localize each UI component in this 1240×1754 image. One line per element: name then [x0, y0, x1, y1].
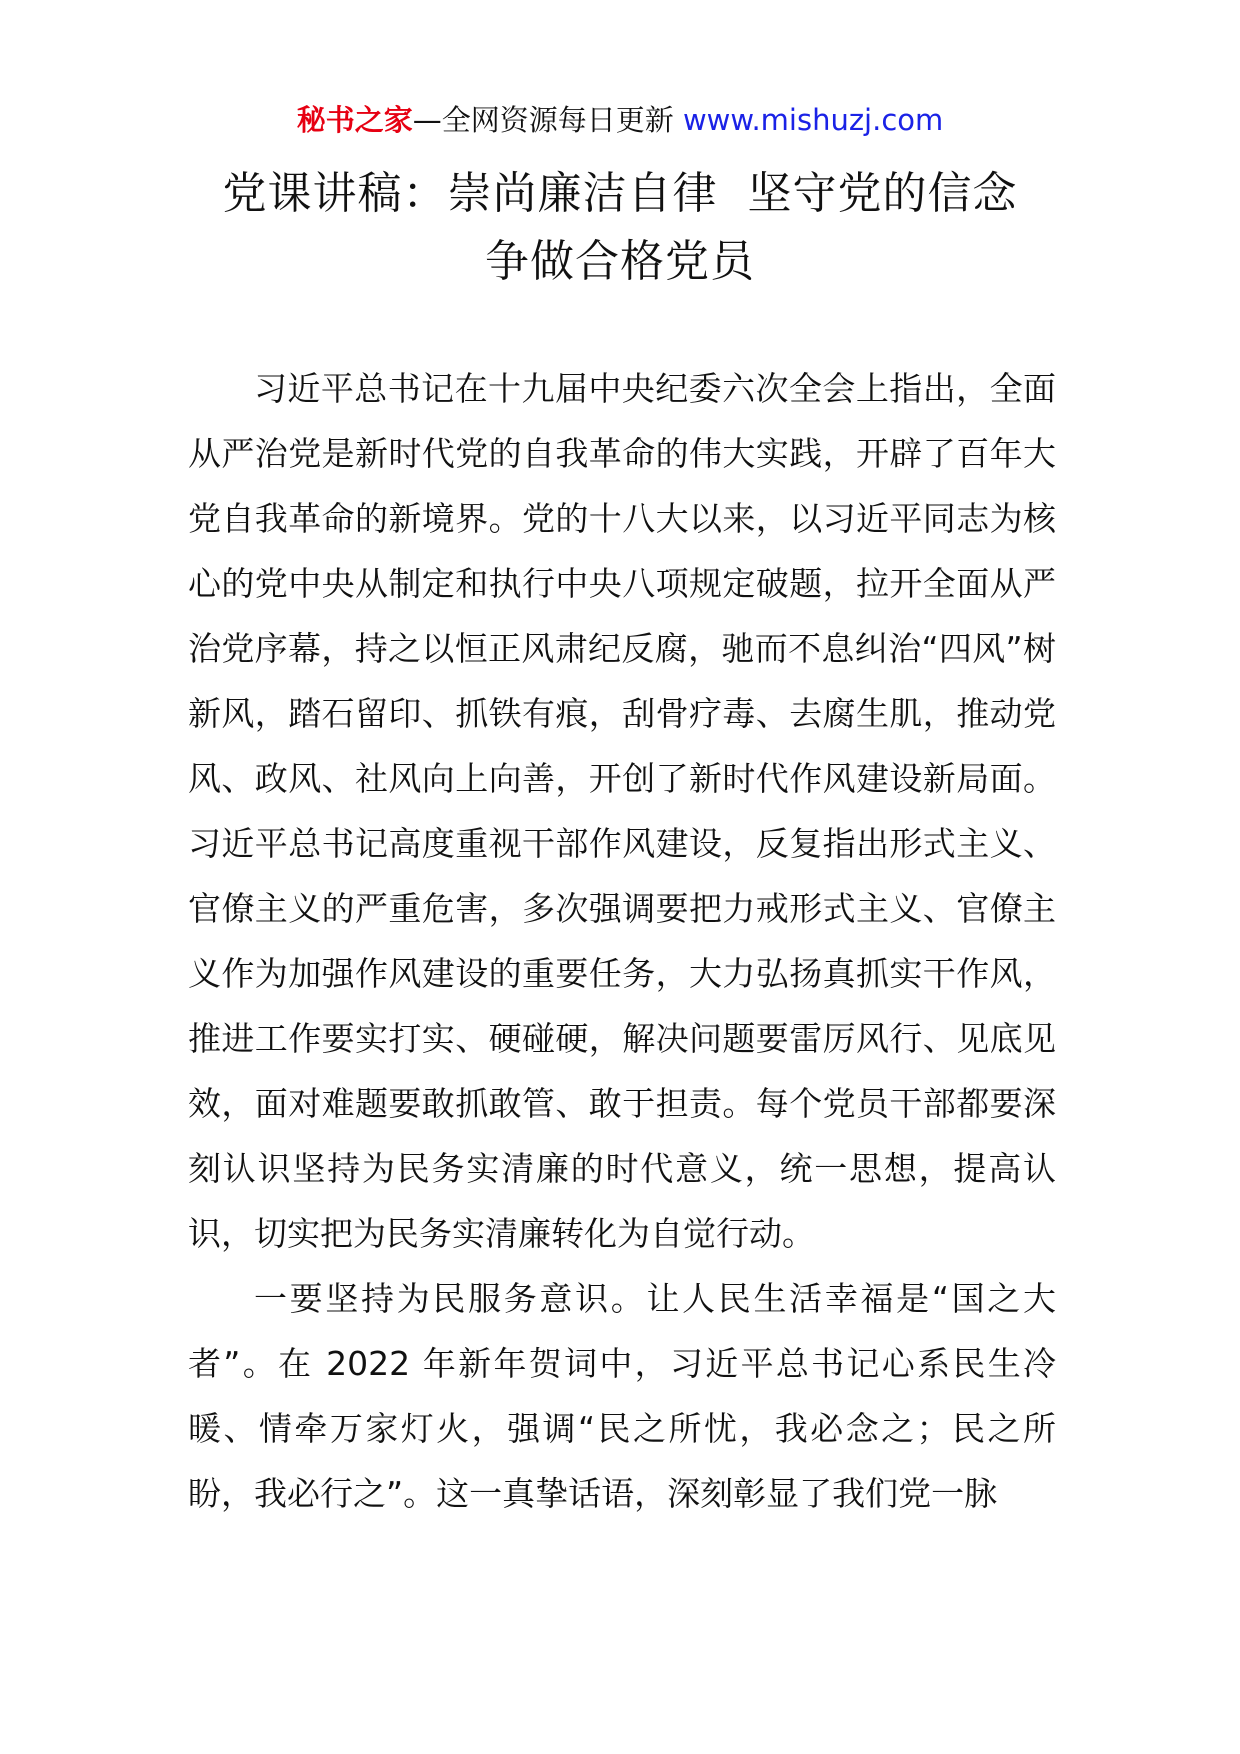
body-paragraph-1: 习近平总书记在十九届中央纪委六次全会上指出，全面从严治党是新时代党的自我革命的伟大实践，开辟了百年大党自我革命的新境界。党的十八大以来，以习近平同志为核心的党中央从制定和执行中央八项规定破题，拉开全面从严治党序幕，持之以恒正风肃纪反腐，驰而不息纠治“四风”树新风，踏石留印、抓铁有痕，刮骨疗毒、去腐生肌，推动党风、政风、社风向上向善，开创了新时代作风建设新局面。习近平总书记高度重视干部作风建设，反复指出形式主义、官僚主义的严重危害，多次强调要把力戒形式主义、官僚主义作为加强作风建设的重要任务，大力弘扬真抓实干作风，推进工作要实打实、硬碰硬，解决问题要雷厉风行、见底见效，面对难题要敢抓敢管、敢于担责。每个党员干部都要深刻认识坚持为民务实清廉的时代意义，统一思想，提高认识，切实把为民务实清廉转化为自觉行动。	[188, 369, 1056, 1253]
document-body	[188, 356, 1056, 1526]
title-line-1: 党课讲稿：崇尚廉洁自律 坚守党的信念	[222, 168, 1018, 219]
site-url-link[interactable]: www.mishuzj.com	[682, 103, 944, 137]
brand-name: 秘书之家	[296, 103, 413, 137]
body-paragraph-2: 一要坚持为民服务意识。让人民生活幸福是“国之大者”。在 2022 年新年贺词中，习近平总书记心系民生冷暖、情牵万家灯火，强调“民之所忧，我必念之；民之所盼，我必行之”。这一真挚话语，深刻彰显了我们党一脉	[188, 1279, 1056, 1513]
header-tagline: —全网资源每日更新	[412, 103, 674, 137]
site-header	[0, 100, 1240, 140]
document-title	[0, 160, 1240, 296]
title-line-2: 争做合格党员	[485, 236, 755, 287]
